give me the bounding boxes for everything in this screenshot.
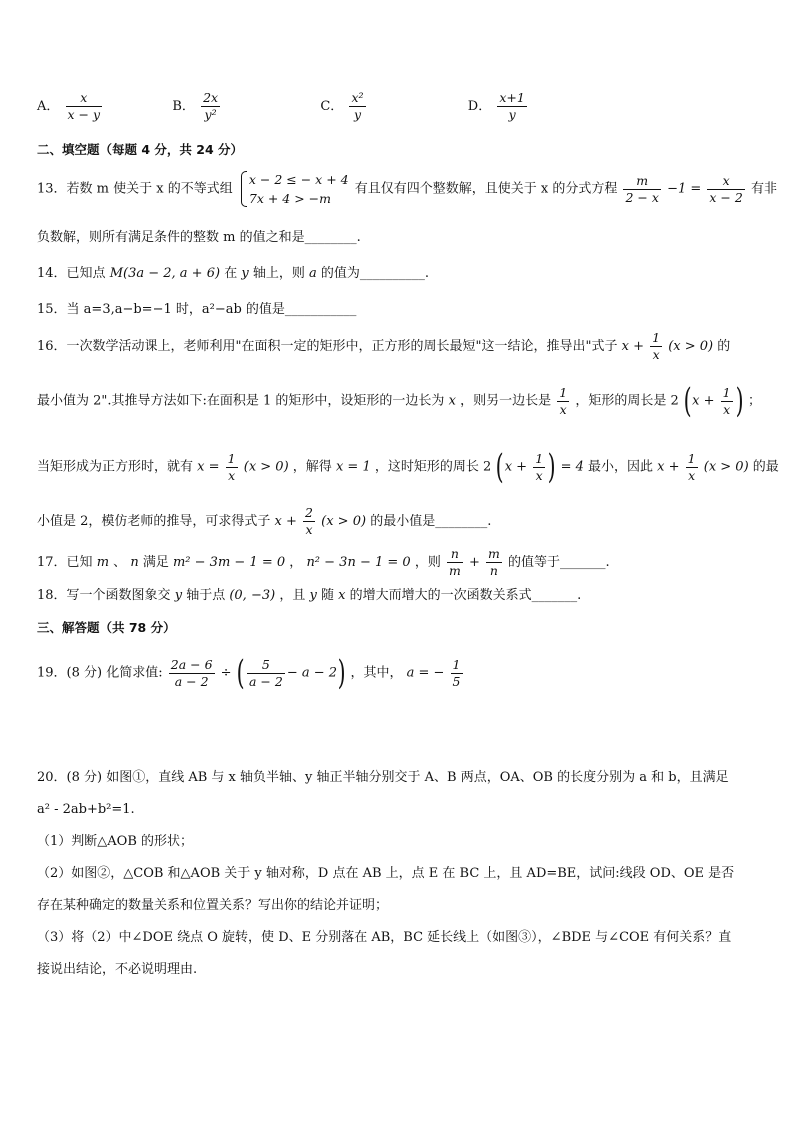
q17-fraction-n-m: $\frac{n}{m}$ xyxy=(448,546,461,578)
q16-text-12: 小值是 2，模仿老师的推导，可求得式子 xyxy=(37,514,271,529)
q16-text-3: 最小值为 2".其推导方法如下:在面积是 1 的矩形中，设矩形的一边长为 xyxy=(37,393,445,409)
q16-text-6: ； xyxy=(748,393,762,409)
q18-y: y xyxy=(174,588,183,603)
q16-condition-4: (x > 0) xyxy=(321,514,367,529)
option-c-fraction: $\frac{\text{x²}}{y}$ xyxy=(351,90,364,122)
q18-point: (0, −3) xyxy=(229,588,276,603)
q17-n: n xyxy=(130,555,139,570)
q16-text-9: ，这时矩形的周长 xyxy=(374,459,479,475)
q16-other-side-fraction: $\frac{1}{x}$ xyxy=(559,384,568,417)
option-c-label: C． xyxy=(320,99,344,114)
q16-x-eq: x = xyxy=(197,459,220,475)
q17-text-4: 的值等于_______. xyxy=(508,555,610,570)
q16-perimeter-fraction-2: $\frac{1}{x}$ xyxy=(535,450,544,483)
q17-comma: ， xyxy=(289,555,303,570)
question-18 xyxy=(37,586,581,606)
q18-text-4: 随 xyxy=(320,588,334,603)
q13-fraction-2: $\frac{x}{x - 2}$ xyxy=(709,172,743,205)
q16-fraction-3: $\frac{1}{x}$ xyxy=(687,450,696,483)
question-15: 15．当 a=3,a−b=−1 时，a²−ab 的值是___________ xyxy=(37,302,357,317)
q13-inequality-2: 7x + 4 > −m xyxy=(248,191,331,206)
q16-expr-3: x + xyxy=(657,459,680,475)
q16-text-1: 16．一次数学活动课上，老师利用"在面积一定的矩形中，正方形的周长最短"这一结论，推导出"式子 xyxy=(37,339,618,354)
q17-plus: + xyxy=(468,555,480,570)
option-d-fraction: $\frac{x+1}{y}$ xyxy=(499,90,525,122)
q13-text-3: 有非 xyxy=(750,181,777,197)
q13-inequality-system xyxy=(239,170,349,208)
q16-perimeter-fraction: $\frac{1}{x}$ xyxy=(722,384,731,417)
q14-text-2: 在 xyxy=(224,266,238,281)
question-16-line-4 xyxy=(37,505,491,538)
option-a-label: A． xyxy=(37,99,60,114)
q17-text-1: 17．已知 xyxy=(37,555,93,570)
q16-condition: (x > 0) xyxy=(668,339,714,354)
q14-a: a xyxy=(309,266,317,281)
q18-text-5: 的增大而增大的一次函数关系式_______. xyxy=(349,588,582,603)
q17-sep: 、 xyxy=(113,555,127,570)
q16-square-fraction: $\frac{1}{x}$ xyxy=(227,450,236,483)
q16-perimeter-expr-2: x + xyxy=(504,459,528,475)
q16-condition-3: (x > 0) xyxy=(703,459,749,475)
question-14 xyxy=(37,264,429,284)
question-16-line-2: 最小值为 2".其推导方法如下:在面积是 1 的矩形中，设矩形的一边长为 x ，则另一边长是 $\frac{1}{x}$ ，矩形的周长是 2 (x + $\frac{1}{x}$ ) ； xyxy=(37,381,762,421)
option-b-label: B． xyxy=(172,99,195,114)
q13-inequality-1: x − 2 ≤ − x + 4 xyxy=(248,172,349,187)
q18-text-1: 18．写一个函数图象交 xyxy=(37,588,171,603)
q18-text-2: 轴于点 xyxy=(186,588,226,603)
q17-fraction-m-n: $\frac{m}{n}$ xyxy=(488,546,500,578)
question-17 xyxy=(37,546,610,579)
question-20-part-2: （2）如图②，△COB 和△AOB 关于 y 轴对称，D 点在 AB 上，点 E 在 BC 上，且 AD=BE，试问:线段 OD、OE 是否 xyxy=(37,866,735,881)
q18-x: x xyxy=(338,588,346,603)
q18-text-3: ，且 xyxy=(279,588,306,603)
question-20-line-2: a² - 2ab+b²=1. xyxy=(37,802,135,817)
q16-x-eq-1: x = 1 xyxy=(335,459,371,475)
q13-equals: −1 = xyxy=(667,181,702,197)
q16-condition-2: (x > 0) xyxy=(243,459,289,475)
q16-text-7: 当矩形成为正方形时，就有 xyxy=(37,459,194,475)
q19-text-2: ，其中， xyxy=(350,665,403,681)
q16-text-2: 的 xyxy=(717,339,731,354)
q16-text-5: ，矩形的周长是 xyxy=(575,393,667,409)
option-b-fraction: $\frac{2x}{\text{y²}}$ xyxy=(203,90,219,122)
q14-y: y xyxy=(241,266,249,281)
q19-divide: ÷ xyxy=(220,665,232,681)
q14-point-m: M(3a − 2, a + 6) xyxy=(109,266,221,281)
q13-text-1: 13．若数 m 使关于 x 的不等式组 xyxy=(37,181,233,197)
q16-fraction: $\frac{1}{x}$ xyxy=(652,330,661,362)
q16-text-8: ，解得 xyxy=(292,459,332,475)
q19-text-1: 19．(8 分) 化简求值: xyxy=(37,665,163,681)
q17-text-2: 满足 xyxy=(142,555,169,570)
q16-text-11: 的最 xyxy=(752,459,779,475)
q16-x: x xyxy=(448,393,456,409)
question-20-part-3: （3）将（2）中∠DOE 绕点 O 旋转，使 D、E 分别落在 AB，BC 延长线上（如图③），∠BDE 与∠COE 有何关系？直 xyxy=(37,930,732,945)
q14-text-3: 轴上，则 xyxy=(252,266,305,281)
q16-perimeter-expr: x + xyxy=(692,393,715,409)
question-20-line-1: 20．(8 分) 如图①，直线 AB 与 x 轴负半轴、y 轴正半轴分别交于 A、B 两点，OA、OB 的长度分别为 a 和 b，且满足 xyxy=(37,770,729,785)
q16-text-13: 的最小值是________. xyxy=(370,514,492,529)
q16-expr: x + xyxy=(621,339,644,354)
question-20-part-1: （1）判断△AOB 的形状； xyxy=(37,834,194,849)
option-d-label: D． xyxy=(467,99,492,114)
section-3-title: 三、解答题（共 78 分） xyxy=(37,620,176,635)
q19-a-eq: a = − xyxy=(406,665,445,681)
question-13-line-2: 负数解，则所有满足条件的整数 m 的值之和是________. xyxy=(37,230,361,245)
q14-text-1: 14．已知点 xyxy=(37,266,106,281)
q16-fraction-4: $\frac{2}{x}$ xyxy=(305,505,313,537)
q17-m: m xyxy=(96,555,110,570)
q13-fraction-1: $\frac{m}{2 - x}$ xyxy=(625,172,659,205)
q16-eq-4: = 4 xyxy=(560,459,584,475)
q19-fraction-2: $\frac{5}{a - 2}$ xyxy=(248,656,283,689)
question-20-part-3-cont: 接说出结论，不必说明理由. xyxy=(37,962,198,977)
q16-two: 2 xyxy=(670,393,679,409)
q16-text-10: 最小，因此 xyxy=(588,459,654,475)
q19-fraction-3: $\frac{1}{5}$ xyxy=(452,656,461,689)
q19-tail: − a − 2 xyxy=(286,665,338,681)
section-2-title: 二、填空题（每题 4 分，共 24 分） xyxy=(37,142,244,157)
option-a-fraction: $\frac{x}{x - y}$ xyxy=(67,90,101,122)
q12-options xyxy=(37,90,529,123)
q16-two-2: 2 xyxy=(483,459,492,475)
q13-text-2: 有且仅有四个整数解，且使关于 x 的分式方程 xyxy=(354,181,618,197)
question-16-line-1 xyxy=(37,330,730,363)
question-16-line-3: 当矩形成为正方形时，就有 x = $\frac{1}{x}$ (x > 0) ，解得 x = 1 ，这时矩形的周长 2 (x + $\frac{1}{x}$ ) = 4 最小，因此 x + $\frac{1}{x}$ (x > 0) 的最 xyxy=(37,447,779,487)
q17-equation-2: n² − 3n − 1 = 0 xyxy=(306,555,411,570)
q14-text-4: 的值为__________. xyxy=(320,266,430,281)
q17-text-3: ，则 xyxy=(414,555,441,570)
question-20-part-2-cont: 存在某种确定的数量关系和位置关系？写出你的结论并证明； xyxy=(37,898,389,913)
question-19: 19．(8 分) 化简求值: $\frac{2a - 6}{a - 2}$ ÷ ( $\frac{5}{a - 2}$ − a − 2) ，其中， a = − $\frac{1}{5}$ xyxy=(37,653,461,693)
q19-fraction-1: $\frac{2a - 6}{a - 2}$ xyxy=(170,656,213,689)
q16-expr-4: x + xyxy=(274,514,297,529)
question-13 xyxy=(37,170,777,208)
q18-y-2: y xyxy=(309,588,317,603)
q16-text-4: ，则另一边长是 xyxy=(460,393,552,409)
q17-equation-1: m² − 3m − 1 = 0 xyxy=(172,555,286,570)
